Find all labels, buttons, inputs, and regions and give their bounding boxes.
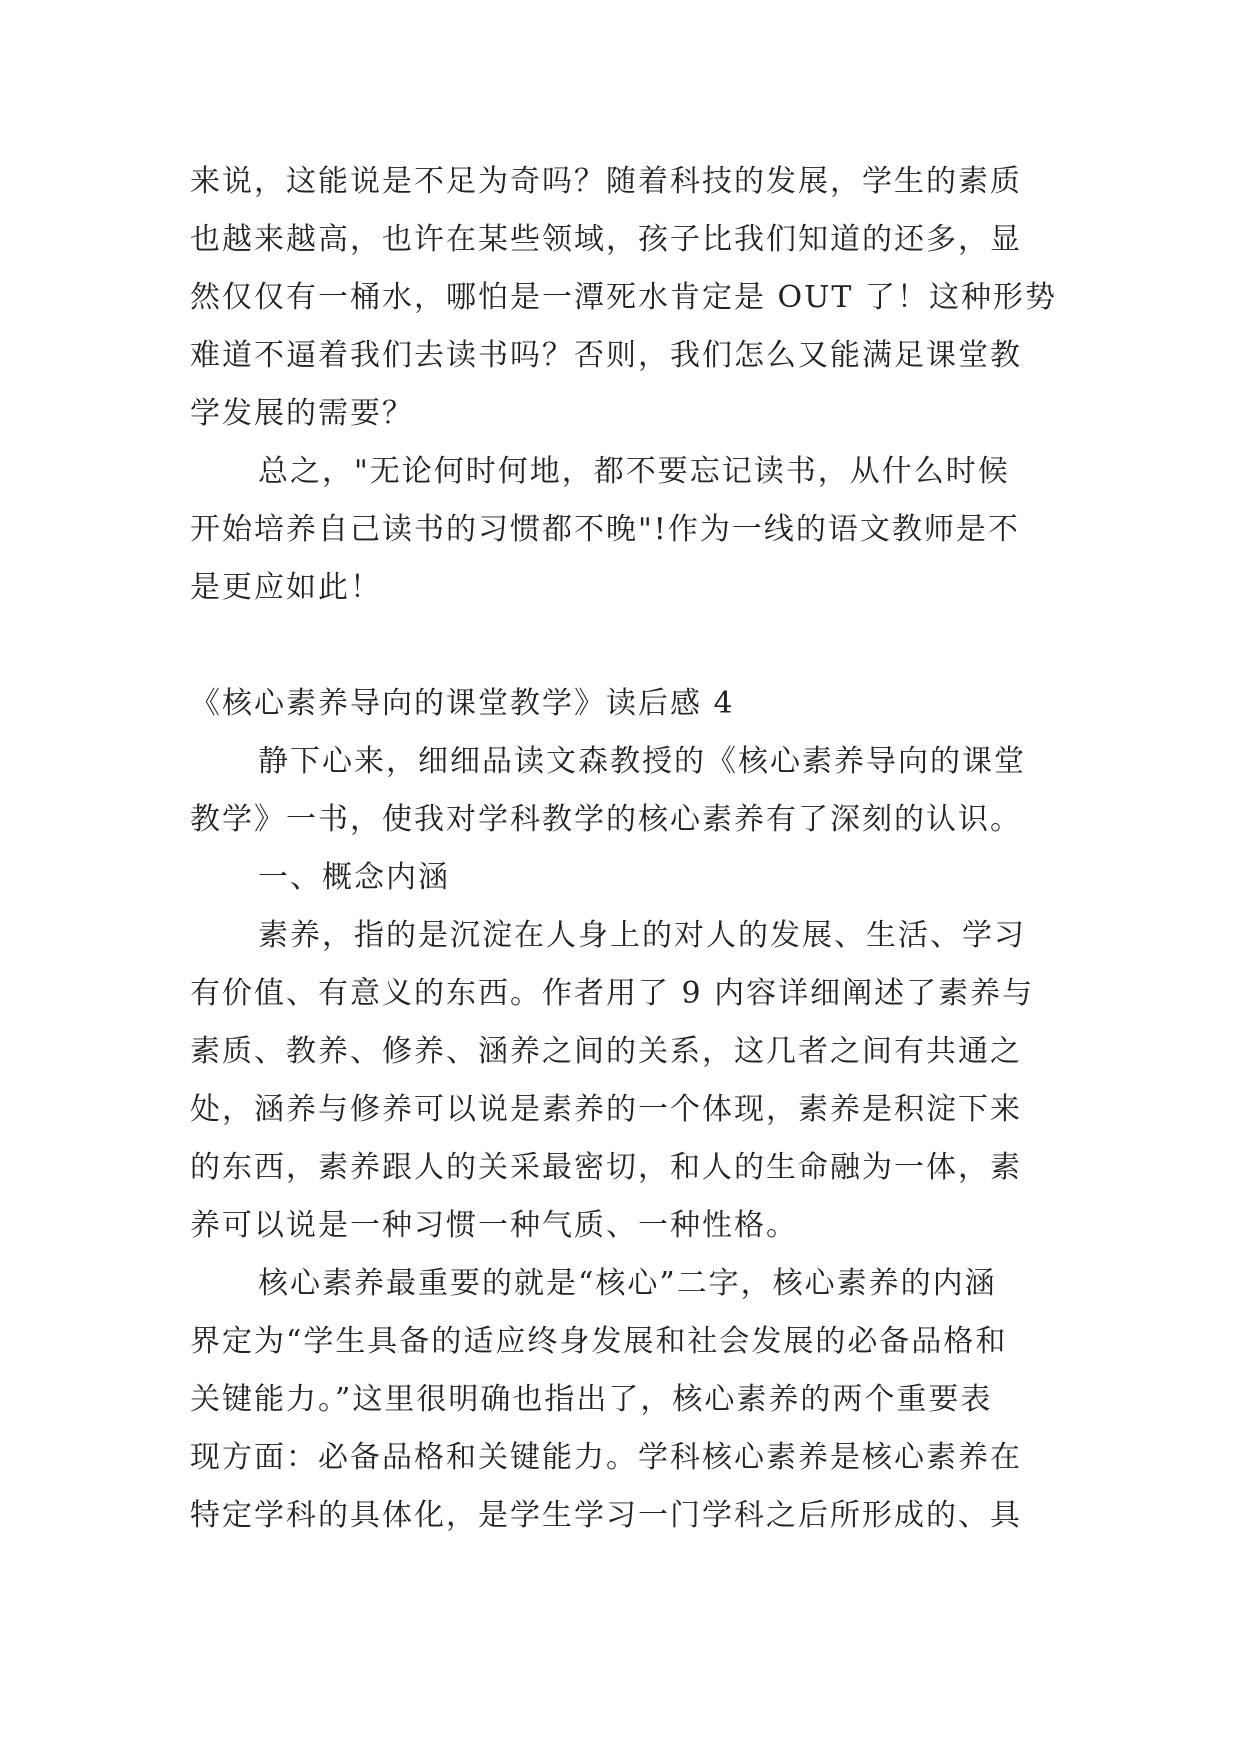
paragraph-line: 总之，"无论何时何地，都不要忘记读书，从什么时候: [258, 454, 1010, 489]
paragraph-line: 有价值、有意义的东西。作者用了 9 内容详细阐述了素养与: [190, 976, 1035, 1011]
section-title: 《核心素养导向的课堂教学》读后感 4: [190, 686, 735, 721]
paragraph-line: 教学》一书，使我对学科教学的核心素养有了深刻的认识。: [190, 802, 1022, 837]
subheading: 一、概念内涵: [258, 860, 450, 895]
paragraph-line: 也越来越高，也许在某些领域，孩子比我们知道的还多，显: [190, 222, 1022, 257]
paragraph-line: 学发展的需要？: [190, 396, 414, 431]
paragraph-line: 是更应如此！: [190, 570, 382, 605]
paragraph-line: 界定为“学生具备的适应终身发展和社会发展的必备品格和: [190, 1324, 1008, 1359]
paragraph-line: 素养，指的是沉淀在人身上的对人的发展、生活、学习: [258, 918, 1026, 953]
paragraph-line: 核心素养最重要的就是“核心”二字，核心素养的内涵: [258, 1266, 997, 1301]
paragraph-line: 静下心来，细细品读文森教授的《核心素养导向的课堂: [258, 744, 1026, 779]
paragraph-line: 素质、教养、修养、涵养之间的关系，这几者之间有共通之: [190, 1034, 1022, 1069]
paragraph-line: 来说，这能说是不足为奇吗？随着科技的发展，学生的素质: [190, 164, 1022, 199]
paragraph-line: 然仅仅有一桶水，哪怕是一潭死水肯定是 OUT 了！这种形势: [190, 280, 1057, 315]
paragraph-line: 特定学科的具体化，是学生学习一门学科之后所形成的、具: [190, 1498, 1022, 1533]
paragraph-line: 开始培养自己读书的习惯都不晚"!作为一线的语文教师是不: [190, 512, 1020, 547]
paragraph-line: 处，涵养与修养可以说是素养的一个体现，素养是积淀下来: [190, 1092, 1022, 1127]
paragraph-line: 养可以说是一种习惯一种气质、一种性格。: [190, 1208, 798, 1243]
paragraph-line: 的东西，素养跟人的关采最密切，和人的生命融为一体，素: [190, 1150, 1022, 1185]
paragraph-line: 现方面：必备品格和关键能力。学科核心素养是核心素养在: [190, 1440, 1022, 1475]
paragraph-line: 难道不逼着我们去读书吗？否则，我们怎么又能满足课堂教: [190, 338, 1022, 373]
paragraph-line: 关键能力。”这里很明确也指出了，核心素养的两个重要表: [190, 1382, 993, 1417]
